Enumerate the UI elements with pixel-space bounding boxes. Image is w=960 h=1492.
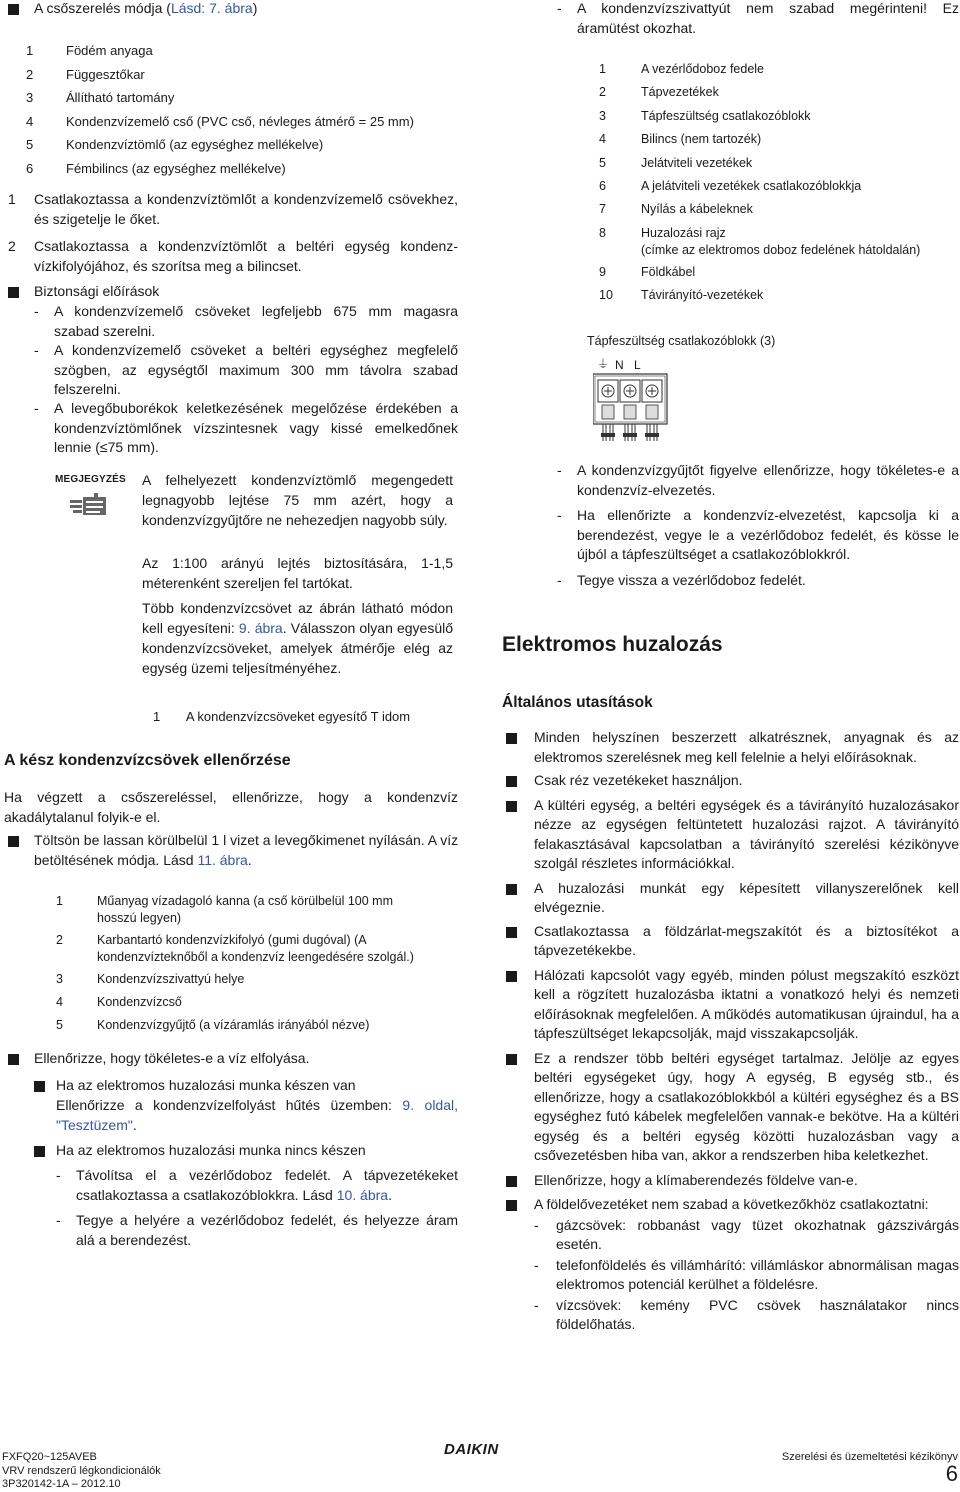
general-item (502, 796, 959, 874)
legend-num: 4 (599, 132, 606, 147)
bullet-square (506, 927, 517, 938)
dash-item (56, 1166, 458, 1205)
legend-text: Födém anyaga (66, 43, 153, 58)
check-item-end: . (247, 851, 252, 868)
safety-text: A kondenzvízemelő csöveket a beltéri egységhez megfelelő szögben, az egységtől maximum 300 mm távolra szabad felszerelni. (54, 342, 458, 397)
general-item-text: Csatlakoztassa a földzárlat-megszakítót és a biztosítékot a tápvezetékekbe. (534, 922, 959, 958)
legend-text: Kondenzvízemelő cső (PVC cső, névleges átmérő = 25 mm) (66, 113, 414, 129)
legend-row (56, 932, 416, 971)
general-item (502, 1049, 959, 1166)
legend-num: 1 (599, 62, 606, 76)
terminal-label-ground: ⏚ (597, 357, 610, 371)
legend-text: Függesztőkar (66, 66, 145, 82)
legend-num: 5 (599, 155, 606, 170)
legend-text: Tápvezetékek (641, 85, 719, 100)
general-item-text: Hálózati kapcsolót vagy egyéb, minden pólust megszakító eszközt kell a rögzített huzalozásba iktatni a vonatkozó helyi és nemzeti előírásoknak megfelelően. A működés automatikusan újraindul, ha a tápfeszültséget lekapcsolják, majd visszakapcsolják. (534, 966, 959, 1041)
legend-num: 2 (599, 85, 606, 100)
fig7-link[interactable]: Lásd: 7. ábra (170, 0, 253, 16)
elec-heading: Elektromos huzalozás (502, 633, 723, 656)
footer-series: VRV rendszerű légkondicionálók (2, 1464, 161, 1477)
legend-row (599, 131, 959, 154)
step-text: Csatlakoztassa a kondenzvíztömlőt a beltéri egység kondenz-vízkifolyójához, és szorítsa meg a bilincset. (34, 238, 458, 274)
legend-num: 1 (26, 43, 34, 58)
after-item (557, 506, 959, 565)
bullet-square (506, 884, 517, 895)
legend-row (56, 994, 416, 1017)
legend-text: Kondenzvízcső (97, 995, 182, 1009)
dash: - (534, 1296, 539, 1313)
legend-text: A kondenzvízcsöveket egyesítő T idom (185, 709, 411, 724)
legend-text: A vezérlődoboz fedele (641, 62, 765, 76)
legend-row (599, 287, 959, 310)
footer-model: FXFQ20~125AVEB (2, 1451, 97, 1463)
note-paragraph-1: A felhelyezett kondenzvíztömlő megengedett legnagyobb lejtése 75 mm azért, hogy a kondenzvízgyűjtőre ne nehezedjen nagyobb súly. (142, 472, 453, 528)
footer-docno: 3P320142-1A – 2012.10 (2, 1478, 121, 1490)
legend-num: 2 (26, 66, 34, 82)
general-item (502, 879, 959, 918)
legend-num: 4 (26, 113, 34, 129)
sub1-text-end: . (132, 1116, 137, 1133)
bullet-square (506, 776, 517, 787)
legend-row (56, 1017, 416, 1040)
fig9-link[interactable]: 9. ábra (238, 620, 283, 636)
safety-item (34, 341, 458, 400)
note-p3-text-end: . Válasszon olyan egyesülő kondenzvízcsöveket, amelyek átmérője elég az egység üzemi teljesítményéhez. (142, 620, 453, 676)
footer-left (2, 1451, 161, 1492)
legend-num: 2 (56, 933, 63, 947)
general-item (502, 966, 959, 1044)
dash: - (557, 572, 562, 588)
warning-text: A kondenzvízszivattyút nem szabad megérinteni! Ez áramütést okozhat. (577, 0, 959, 36)
dash: - (534, 1216, 539, 1233)
after-item (557, 571, 959, 591)
dash: - (56, 1212, 61, 1228)
after-item-text: A kondenzvízgyűjtőt figyelve ellenőrizze, hogy tökéletes-e a kondenzvíz-elvezetés. (577, 462, 959, 498)
legend-num: 3 (599, 108, 606, 123)
intro-end: ) (252, 0, 258, 16)
ground-sub-text: gázcsövek: robbanást vagy tüzet okozhatnak gázszivárgás esetén. (556, 1216, 959, 1252)
legend-row (599, 155, 959, 178)
legend-text: Földkábel (641, 264, 696, 279)
step-2 (8, 237, 458, 276)
legend-text: Karbantartó kondenzvízkifolyó (gumi dugóval) (A kondenzvízteknőből a kondenzvíz leengedésére szolgál.) (97, 933, 414, 964)
legend-num: 1 (153, 709, 161, 724)
legend-row (599, 178, 959, 201)
legend-text: Fémbilincs (az egységhez mellékelve) (66, 160, 286, 176)
legend-row (56, 971, 416, 994)
general-item-text: Minden helyszínen beszerzett alkatrésznek, anyagnak és az elektromos szerelésnek meg kell felelnie a helyi előírásoknak. (534, 729, 959, 765)
general-item-text: Ez a rendszer több beltéri egységet tartalmaz. Jelölje az egyes beltéri egységeket úgy, hogy A egység, B egység stb., és ellenőrizze, hogy a csatlakozóblokkból a kültéri egységhez és a BS egységhez futó kábelek megfelelően vannak-e bekötve. Ha a kültéri egység és a beltéri egység közötti huzalozásban vagy a csővezetésben hiba van, akkor a rendszerben hiba keletkezhet. (534, 1049, 959, 1163)
bullet-square (506, 1054, 517, 1065)
legend-row (26, 66, 466, 90)
legend-num: 3 (26, 90, 34, 105)
ground-sub-text: vízcsövek: kemény PVC csövek használatakor nincs földelőhatás. (556, 1296, 959, 1332)
legend-num: 6 (599, 178, 606, 193)
sub1-text-main: Ellenőrizze a kondenzvízelfolyást hűtés üzemben: (56, 1097, 403, 1113)
legend-num: 9 (599, 264, 606, 279)
dash1-end: . (388, 1186, 392, 1203)
check-item-text: Töltsön be lassan körülbelül 1 l vizet a levegőkimenet nyílásán. A víz betöltésének módja. Lásd (34, 832, 459, 868)
general-item (502, 922, 959, 961)
legend-row (26, 160, 466, 184)
legend-row (599, 61, 959, 84)
legend-row (599, 201, 959, 224)
check-item-2: Ellenőrizze, hogy tökéletes-e a víz elfolyása. (34, 1050, 310, 1066)
legend-text: Állítható tartomány (66, 90, 175, 105)
legend-text: Kondenzvízgyűjtő (a vízáramlás irányából nézve) (97, 1018, 370, 1032)
bullet-square (506, 733, 517, 744)
legend-num: 10 (599, 288, 613, 303)
fig11-legend (56, 893, 416, 1040)
bullet-square (506, 971, 517, 982)
legend-num: 5 (56, 1018, 63, 1032)
general-item-text: Csak réz vezetékeket használjon. (534, 772, 743, 788)
ground-sub-text: telefonföldelés és villámhárító: villámláskor abnormálisan magas elektromos potenciál kerülhet a földelésre. (556, 1256, 959, 1292)
dash: - (557, 462, 562, 478)
legend-text: Távirányító-vezetékek (641, 288, 764, 303)
fig11-link[interactable]: 11. ábra (197, 851, 248, 868)
legend-row (599, 264, 959, 287)
legend-row (26, 42, 466, 66)
intro-text: A csőszerelés módja ( (34, 0, 171, 16)
terminal-label-n: N (615, 358, 624, 372)
legend-row (56, 893, 416, 932)
legend-num: 7 (599, 202, 606, 217)
step-num: 2 (8, 238, 16, 254)
sub1-text (56, 1096, 458, 1135)
dash-item (56, 1211, 458, 1250)
dash: - (34, 303, 39, 319)
bullet-square (8, 1054, 19, 1065)
legend-text: Műanyag vízadagoló kanna (a cső körülbelül 100 mm hosszú legyen) (97, 894, 394, 925)
legend-text: Kondenzvíztömlő (az egységhez mellékelve) (66, 137, 324, 152)
bullet-square (8, 4, 19, 15)
page-number: 6 (945, 1461, 958, 1486)
step-1 (8, 190, 458, 229)
dash1-text: Távolítsa el a vezérlődoboz fedelét. A tápvezetékeket csatlakoztassa a csatlakozóblokkra. Lásd (76, 1167, 458, 1203)
ground-sub-item (534, 1296, 959, 1335)
fig10-legend (599, 61, 959, 311)
dash: - (34, 400, 39, 416)
general-heading: Általános utasítások (502, 694, 653, 711)
bullet-square (506, 801, 517, 812)
legend-num: 1 (56, 894, 63, 908)
legend-text: Jelátviteli vezetékek (641, 155, 753, 170)
step-text: Csatlakoztassa a kondenzvíztömlőt a kondenzvízemelő csövekhez, és szigetelje le őket. (34, 191, 458, 227)
dash: - (534, 1256, 539, 1273)
ground-sub-item (534, 1256, 959, 1295)
legend-num: 6 (26, 160, 34, 176)
dash: - (56, 1167, 61, 1183)
general-item (502, 771, 959, 791)
general-item-text: A huzalozási munkát egy képesített villanyszerelőnek kell elvégeznie. (534, 879, 959, 915)
terminal-label-l: L (634, 358, 641, 372)
general-item (502, 728, 959, 767)
general-item (502, 1195, 959, 1215)
safety-item (34, 302, 458, 341)
ground-sub-item (534, 1216, 959, 1255)
note-paragraph-2: Az 1:100 arányú lejtés biztosítására, 1-1,5 méterenként szereljen fel tartókat. (142, 555, 453, 591)
general-item (502, 1171, 959, 1191)
general-item-text: A földelővezetéket nem szabad a következőkhöz csatlakoztatni: (534, 1196, 929, 1212)
legend-row (26, 89, 466, 113)
safety-item (34, 399, 458, 458)
general-item-text: A kültéri egység, a beltéri egységek és a távirányító huzalozásakor nézze az egységen feltüntetett huzalozási rajzot. A távirányító felakasztásával kapcsolatban a távirányító szerelési kézikönyve szolgál részletes információkkal. (534, 796, 959, 871)
pointing-hand-icon (70, 492, 108, 518)
daikin-logo: DAIKIN (444, 1441, 499, 1458)
bullet-square (8, 287, 19, 298)
sub2-title: Ha az elektromos huzalozási munka nincs készen (56, 1142, 366, 1158)
legend-row (599, 84, 959, 107)
legend-text: Huzalozási rajz (641, 225, 726, 240)
bullet-square (34, 1146, 45, 1157)
legend-text: A jelátviteli vezetékek csatlakozóblokkja (641, 178, 862, 193)
testrun-link[interactable]: 9. oldal, "Tesztüzem" (56, 1097, 458, 1133)
after-item-text: Ha ellenőrizte a kondenzvíz-elvezetést, kapcsolja ki a berendezést, vegye le a vezérlődoboz fedelét, és kösse le újból a tápfeszültséget a csatlakozóblokkról. (577, 507, 959, 562)
sub1-title: Ha az elektromos huzalozási munka készen van (56, 1077, 356, 1093)
general-item-text: Ellenőrizze, hogy a klímaberendezés földelve van-e. (534, 1171, 858, 1188)
bullet-square (506, 1176, 517, 1187)
legend-text: Nyílás a kábeleknek (641, 202, 753, 217)
legend-row (599, 225, 959, 264)
legend-text-2: (címke az elektromos doboz fedelének hátoldalán) (641, 242, 921, 257)
bullet-square (506, 1200, 517, 1211)
bullet-square (8, 836, 19, 847)
check-item-1 (34, 831, 464, 870)
legend-row (599, 108, 959, 131)
note-paragraph-3 (142, 598, 453, 678)
general-list (502, 728, 959, 1335)
legend-text: Tápfeszültség csatlakozóblokk (641, 108, 811, 123)
fig7-legend (26, 42, 466, 183)
fig9-legend (153, 708, 463, 726)
footer-manual: Szerelési és üzemeltetési kézikönyv (781, 1451, 958, 1463)
legend-text: Bilincs (nem tartozék) (641, 132, 762, 147)
note-p3-text: Több kondenzvízcsövet az ábrán látható módon kell egyesíteni: (142, 600, 453, 636)
note-label: MEGJEGYZÉS (55, 474, 126, 485)
legend-row (26, 113, 466, 137)
dash2-text: Tegye a helyére a vezérlődoboz fedelét, és helyezze áram alá a berendezést. (76, 1212, 458, 1248)
bullet-square (34, 1081, 45, 1092)
legend-num: 4 (56, 995, 63, 1009)
safety-title: Biztonsági előírások (34, 283, 160, 299)
check-heading: A kész kondenzvízcsövek ellenőrzése (4, 752, 291, 769)
safety-text: A levegőbuborékok keletkezésének megelőzése érdekében a kondenzvíztömlőnek vízszintesnek vagy kissé emelkedőnek lennie (≤75 mm). (54, 400, 458, 455)
legend-num: 5 (26, 137, 34, 152)
dash: - (34, 342, 39, 358)
check-intro: Ha végzett a csőszereléssel, ellenőrizze, hogy a kondenzvíz akadálytalanul folyik-e el. (4, 789, 458, 825)
legend-text: Kondenzvízszivattyú helye (97, 972, 245, 986)
intro-item (34, 0, 464, 19)
terminal-caption: Tápfeszültség csatlakozóblokk (3) (587, 334, 776, 348)
safety-text: A kondenzvízemelő csöveket legfeljebb 675 mm magasra szabad szerelni. (54, 303, 458, 339)
legend-row (26, 136, 466, 160)
legend-num: 8 (599, 225, 606, 240)
dash: - (557, 0, 562, 16)
top-warning (557, 0, 959, 38)
legend-num: 3 (56, 972, 63, 986)
after-item (557, 461, 959, 500)
fig10-link[interactable]: 10. ábra (336, 1186, 389, 1203)
after-item-text: Tegye vissza a vezérlődoboz fedelét. (577, 572, 806, 588)
step-num: 1 (8, 191, 16, 207)
dash: - (557, 507, 562, 523)
